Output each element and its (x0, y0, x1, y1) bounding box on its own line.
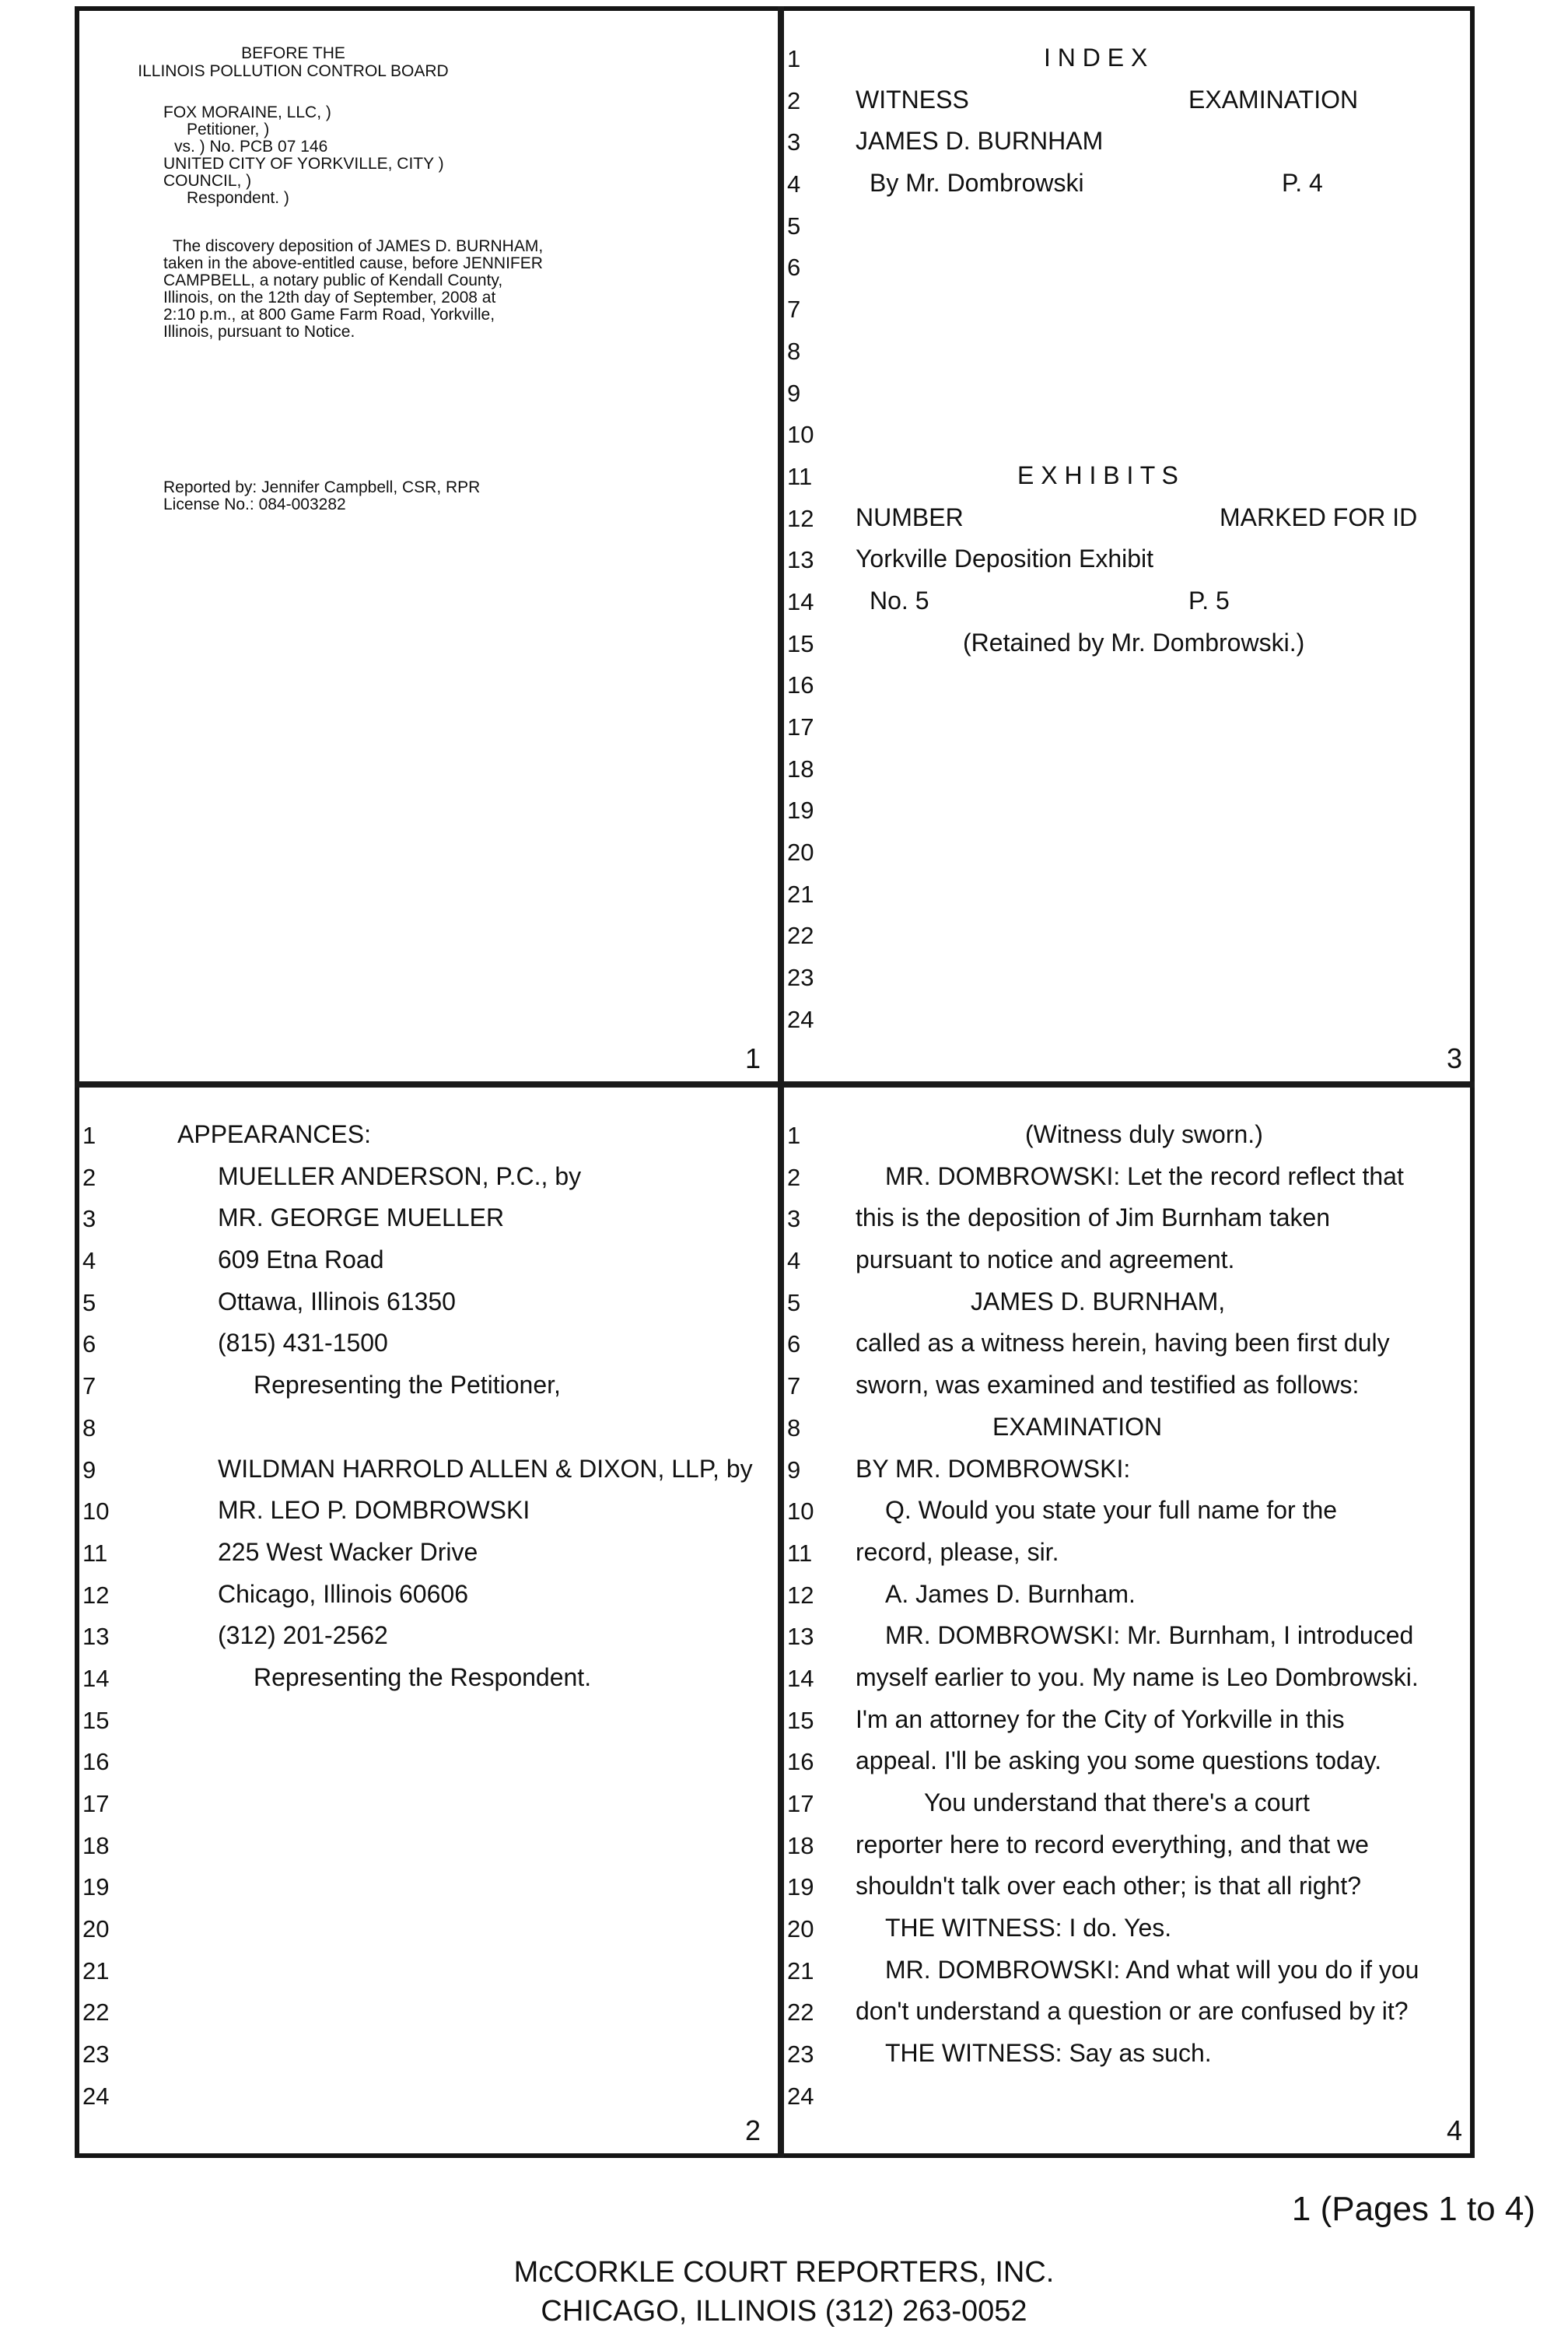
line-text: myself earlier to you. My name is Leo Dombrowski. (856, 1662, 1419, 1691)
line-column-text: P. 4 (1282, 169, 1323, 198)
line-number: 12 (787, 504, 814, 532)
line-text: pursuant to notice and agreement. (856, 1245, 1235, 1274)
line-text: WILDMAN HARROLD ALLEN & DIXON, LLP, by (218, 1454, 753, 1483)
line-number: 5 (787, 212, 801, 240)
transcript-line (784, 1572, 1470, 1614)
line-number: 5 (82, 1288, 96, 1316)
transcript-line (784, 2031, 1470, 2073)
transcript-line (784, 370, 1470, 412)
company-name: McCORKLE COURT REPORTERS, INC. (513, 2256, 1055, 2289)
transcript-line (79, 1572, 778, 1614)
line-number: 9 (82, 1455, 96, 1484)
caption-line: FOX MORAINE, LLC, ) (163, 103, 331, 121)
transcript-line (79, 1864, 778, 1906)
line-text: You understand that there's a court (924, 1788, 1310, 1816)
line-number: 3 (787, 128, 801, 156)
line-number: 21 (82, 1956, 110, 1984)
page-number: 2 (744, 2114, 761, 2146)
line-number: 8 (787, 1413, 801, 1441)
transcript-line (79, 1488, 778, 1530)
line-text: THE WITNESS: I do. Yes. (885, 1914, 1172, 1942)
intro-line: taken in the above-entitled cause, before JENNIFER (163, 254, 543, 272)
line-number: 16 (82, 1748, 110, 1776)
transcript-line (79, 1948, 778, 1990)
horizontal-divider (75, 1081, 1475, 1088)
line-text: 609 Etna Road (218, 1245, 384, 1274)
line-number: 10 (82, 1498, 110, 1526)
line-number: 15 (787, 1706, 814, 1734)
line-number: 7 (787, 296, 801, 324)
line-text: (312) 201-2562 (218, 1621, 388, 1650)
line-number: 6 (787, 1330, 801, 1358)
line-number: 20 (787, 1915, 814, 1943)
line-text: BY MR. DOMBROWSKI: (856, 1454, 1131, 1483)
line-number: 22 (82, 1998, 110, 2026)
transcript-line (784, 1363, 1470, 1405)
caption-line: COUNCIL, ) (163, 172, 252, 190)
line-text: MR. DOMBROWSKI: Mr. Burnham, I introduced (885, 1621, 1414, 1650)
line-number: 12 (82, 1581, 110, 1609)
line-number: 24 (82, 2082, 110, 2110)
line-number: 21 (787, 880, 814, 908)
line-number: 1 (82, 1122, 96, 1149)
line-text: By Mr. Dombrowski (870, 169, 1084, 198)
transcript-line (784, 704, 1470, 746)
line-number: 23 (787, 2040, 814, 2069)
transcript-page-1 (79, 11, 778, 1081)
line-text: MR. DOMBROWSKI: Let the record reflect that (885, 1161, 1404, 1190)
transcript-line (784, 119, 1470, 161)
line-text: (815) 431-1500 (218, 1329, 388, 1357)
line-number: 9 (787, 379, 801, 407)
line-text: called as a witness herein, having been first duly (856, 1329, 1390, 1357)
line-number: 9 (787, 1455, 801, 1484)
transcript-line (784, 203, 1470, 245)
line-text: 225 West Wacker Drive (218, 1537, 478, 1566)
transcript-line (784, 412, 1470, 454)
line-number: 2 (787, 1163, 801, 1191)
transcript-line (784, 787, 1470, 829)
line-number: 11 (787, 462, 813, 490)
line-text: record, please, sir. (856, 1537, 1059, 1566)
line-text: shouldn't talk over each other; is that all right? (856, 1872, 1362, 1900)
transcript-line (79, 1989, 778, 2031)
line-text: sworn, was examined and testified as follows: (856, 1371, 1360, 1399)
line-text: WITNESS (856, 85, 969, 114)
line-number: 7 (787, 1372, 801, 1400)
intro-line: Illinois, on the 12th day of September, 2008 at (163, 289, 496, 307)
transcript-line (784, 662, 1470, 704)
transcript-line (79, 1613, 778, 1655)
page-number: 3 (1446, 1042, 1462, 1074)
line-number: 16 (787, 671, 814, 699)
line-number: 15 (82, 1706, 110, 1734)
transcript-line (79, 1363, 778, 1405)
line-number: 22 (787, 922, 814, 950)
line-number: 6 (787, 254, 801, 282)
line-number: 5 (787, 1288, 801, 1316)
line-number: 8 (82, 1413, 96, 1441)
line-number: 17 (787, 713, 814, 741)
transcript-line (79, 1906, 778, 1948)
line-text: No. 5 (870, 586, 929, 615)
line-number: 24 (787, 1005, 814, 1033)
line-number: 18 (82, 1831, 110, 1859)
caption-line: vs. ) No. PCB 07 146 (174, 138, 328, 156)
line-text: Chicago, Illinois 60606 (218, 1579, 468, 1608)
intro-line: CAMPBELL, a notary public of Kendall County, (163, 271, 503, 289)
line-text: Representing the Respondent. (254, 1662, 592, 1691)
transcript-line (784, 621, 1470, 663)
line-number: 23 (82, 2040, 110, 2069)
line-text: APPEARANCES: (177, 1120, 371, 1148)
transcript-line (79, 1238, 778, 1280)
transcript-line (79, 1112, 778, 1154)
transcript-line (784, 1781, 1470, 1823)
line-column-text: P. 5 (1188, 586, 1230, 615)
transcript-line (784, 746, 1470, 788)
line-number: 8 (787, 337, 801, 365)
line-number: 11 (82, 1539, 108, 1567)
line-number: 18 (787, 1831, 814, 1859)
line-text: EXAMINATION (992, 1412, 1163, 1441)
transcript-page-3 (784, 11, 1470, 1081)
transcript-line (79, 2073, 778, 2115)
line-number: 24 (787, 2082, 814, 2110)
transcript-line (784, 997, 1470, 1039)
transcript-line (784, 1864, 1470, 1906)
line-number: 19 (787, 1873, 814, 1901)
transcript-line (79, 1321, 778, 1363)
reporter-line: Reported by: Jennifer Campbell, CSR, RPR (163, 478, 481, 496)
line-number: 13 (787, 546, 814, 574)
transcript-line (79, 1655, 778, 1697)
transcript-line (784, 328, 1470, 370)
transcript-line (79, 1781, 778, 1823)
transcript-line (784, 496, 1470, 538)
transcript-line (79, 1530, 778, 1572)
line-number: 17 (82, 1790, 110, 1817)
line-number: 3 (82, 1205, 96, 1233)
transcript-line (79, 1697, 778, 1739)
intro-line: Illinois, pursuant to Notice. (163, 323, 355, 341)
transcript-line (784, 1321, 1470, 1363)
line-text: MR. DOMBROWSKI: And what will you do if you (885, 1955, 1419, 1984)
line-text: MR. LEO P. DOMBROWSKI (218, 1496, 530, 1525)
transcript-line (79, 1196, 778, 1238)
transcript-line (784, 579, 1470, 621)
line-text: I N D E X (1044, 44, 1148, 72)
transcript-line (79, 2031, 778, 2073)
transcript-line (784, 1154, 1470, 1196)
transcript-page-4 (784, 1088, 1470, 2153)
transcript-line (784, 829, 1470, 871)
page-range-label: 1 (Pages 1 to 4) (1291, 2190, 1535, 2228)
transcript-line (784, 36, 1470, 78)
line-number: 6 (82, 1330, 96, 1358)
line-number: 14 (787, 1664, 814, 1692)
line-number: 2 (82, 1163, 96, 1191)
transcript-line (784, 1989, 1470, 2031)
line-text: don't understand a question or are confused by it? (856, 1997, 1409, 2026)
transcript-line (784, 1906, 1470, 1948)
line-column-text: MARKED FOR ID (1220, 503, 1418, 531)
caption-line: Petitioner, ) (187, 121, 270, 138)
line-number: 20 (82, 1915, 110, 1943)
line-text: (Witness duly sworn.) (1025, 1120, 1263, 1148)
line-number: 1 (787, 1122, 801, 1149)
line-text: NUMBER (856, 503, 964, 531)
line-number: 11 (787, 1539, 813, 1567)
line-text: A. James D. Burnham. (885, 1579, 1136, 1608)
transcript-page-2 (79, 1088, 778, 2153)
line-text: reporter here to record everything, and that we (856, 1830, 1369, 1858)
page-number: 4 (1446, 2114, 1462, 2146)
transcript-line (79, 1280, 778, 1322)
line-number: 16 (787, 1748, 814, 1776)
transcript-line (784, 913, 1470, 955)
transcript-line (784, 537, 1470, 579)
transcript-line (784, 1948, 1470, 1990)
line-number: 2 (787, 86, 801, 114)
line-number: 15 (787, 629, 814, 657)
page-lines (79, 1112, 778, 2115)
transcript-line (79, 1739, 778, 1781)
transcript-line (784, 1447, 1470, 1489)
transcript-line (784, 1112, 1470, 1154)
line-text: Q. Would you state your full name for the (885, 1496, 1338, 1525)
page-lines (784, 36, 1470, 1039)
line-text: this is the deposition of Jim Burnham taken (856, 1203, 1331, 1232)
line-number: 7 (82, 1372, 96, 1400)
intro-line: The discovery deposition of JAMES D. BURNHAM, (173, 237, 544, 255)
transcript-line (784, 2073, 1470, 2115)
line-number: 19 (787, 797, 814, 825)
transcript-line (784, 454, 1470, 496)
board-heading-line-1: BEFORE THE (241, 44, 345, 62)
line-text: Yorkville Deposition Exhibit (856, 545, 1154, 573)
line-number: 3 (787, 1205, 801, 1233)
transcript-line (79, 1823, 778, 1865)
line-number: 1 (787, 45, 801, 72)
company-city-phone: CHICAGO, ILLINOIS (312) 263-0052 (541, 2295, 1027, 2328)
transcript-line (784, 1697, 1470, 1739)
license-line: License No.: 084-003282 (163, 496, 346, 513)
transcript-line (784, 1655, 1470, 1697)
line-number: 4 (787, 1247, 801, 1275)
transcript-line (784, 1823, 1470, 1865)
transcript-line (784, 1280, 1470, 1322)
transcript-line (784, 78, 1470, 120)
transcript-line (784, 1739, 1470, 1781)
line-number: 23 (787, 964, 814, 992)
line-text: MR. GEORGE MUELLER (218, 1203, 505, 1232)
line-number: 10 (787, 1498, 814, 1526)
line-number: 13 (787, 1623, 814, 1651)
line-number: 10 (787, 421, 814, 449)
line-number: 21 (787, 1956, 814, 1984)
line-text: (Retained by Mr. Dombrowski.) (963, 628, 1305, 657)
line-number: 12 (787, 1581, 814, 1609)
transcript-line (784, 1405, 1470, 1447)
line-text: JAMES D. BURNHAM (856, 127, 1104, 156)
page-lines (784, 1112, 1470, 2115)
line-text: Representing the Petitioner, (254, 1371, 561, 1399)
transcript-line (79, 1447, 778, 1489)
line-text: Ottawa, Illinois 61350 (218, 1287, 456, 1315)
line-number: 13 (82, 1623, 110, 1651)
line-text: MUELLER ANDERSON, P.C., by (218, 1161, 582, 1190)
page-number: 1 (744, 1042, 761, 1074)
transcript-line (784, 871, 1470, 913)
board-heading-line-2: ILLINOIS POLLUTION CONTROL BOARD (138, 62, 449, 80)
line-number: 20 (787, 839, 814, 867)
line-number: 4 (787, 170, 801, 198)
transcript-line (784, 1196, 1470, 1238)
intro-line: 2:10 p.m., at 800 Game Farm Road, Yorkville, (163, 306, 495, 324)
line-number: 14 (82, 1664, 110, 1692)
line-number: 22 (787, 1998, 814, 2026)
line-number: 19 (82, 1873, 110, 1901)
line-column-text: EXAMINATION (1188, 85, 1359, 114)
line-number: 17 (787, 1790, 814, 1817)
line-number: 4 (82, 1247, 96, 1275)
line-text: JAMES D. BURNHAM, (971, 1287, 1226, 1315)
transcript-line (784, 286, 1470, 328)
transcript-line (784, 1238, 1470, 1280)
transcript-line (784, 1613, 1470, 1655)
transcript-line (784, 1530, 1470, 1572)
caption-line: UNITED CITY OF YORKVILLE, CITY ) (163, 155, 444, 173)
transcript-line (784, 1488, 1470, 1530)
transcript-line (79, 1154, 778, 1196)
line-text: I'm an attorney for the City of Yorkville in this (856, 1704, 1345, 1733)
line-text: E X H I B I T S (1017, 461, 1178, 489)
line-text: appeal. I'll be asking you some questions today. (856, 1746, 1382, 1775)
transcript-line (784, 955, 1470, 997)
transcript-line (784, 161, 1470, 203)
caption-line: Respondent. ) (187, 189, 289, 207)
transcript-line (784, 244, 1470, 286)
line-number: 14 (787, 587, 814, 615)
line-text: THE WITNESS: Say as such. (885, 2039, 1212, 2068)
line-number: 18 (787, 755, 814, 783)
transcript-line (79, 1405, 778, 1447)
